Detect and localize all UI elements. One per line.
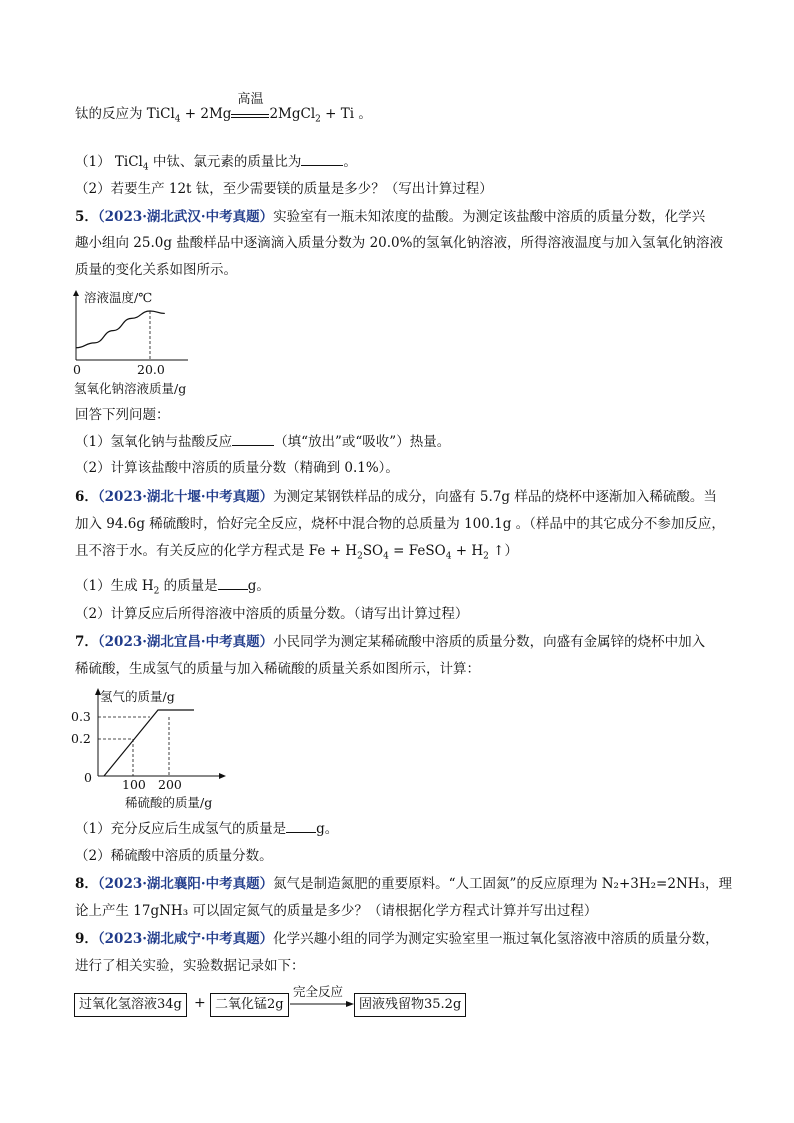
text: 为测定某钢铁样品的成分，向盛有 5.7g 样品的烧杯中逐渐加入稀硫酸。当 [273,489,717,505]
hydrogen-peroxide-box: 过氧化氢溶液34g [74,993,187,1017]
q8-line2: 论上产生 17gNH₃ 可以固定氮气的质量是多少？（请根据化学方程式计算并写出过程） [75,903,598,919]
text: ↑） [488,543,518,559]
text: 小民同学为测定某稀硫酸中溶质的质量分数，向盛有金属锌的烧杯中加入 [273,634,706,650]
q6-sub1: （1）生成 $H_2$ 的质量是 g。 [75,578,270,597]
text: 的质量是 [159,578,218,594]
text: 且不溶于水。有关反应的化学方程式是 Fe + H [75,543,358,559]
q5-sub2: （2）计算该盐酸中溶质的质量分数（精确到 0.1%）。 [75,460,399,476]
plus-sign: + [194,995,206,1011]
reaction-text: 钛的反应为 TiCl [75,106,175,122]
question-source: （2023·湖北十堰·中考真题） [97,489,274,505]
x-tick-0: 0 [73,362,81,377]
q8-line1 [75,874,732,894]
text: （1）氢氧化钠与盐酸反应 [75,434,233,450]
y-axis-label: 氢气的质量/g [100,689,175,704]
q9-line1 [75,929,719,949]
answer-blank[interactable] [301,153,343,166]
q5-line1 [75,207,705,227]
q6-sub2: （2）计算反应后所得溶液中溶质的质量分数。（请写出计算过程） [75,606,469,622]
x-axis-label: 氢氧化钠溶液质量/g [74,381,187,396]
text: SO [362,543,384,559]
answer-blank[interactable] [232,433,274,446]
x-axis-arrow [219,773,226,779]
hydrogen-chart-svg [90,688,250,778]
question-source: （2023·湖北武汉·中考真题） [97,209,274,225]
q6-line1 [75,487,717,507]
q5-line3: 质量的变化关系如图所示。 [75,262,237,278]
q7-sub2: （2）稀硫酸中溶质的质量分数。 [75,848,273,864]
text: g。 [247,578,270,594]
reaction-text: + Ti 。 [320,106,372,122]
question-number: 9． [75,931,98,947]
text: （1）充分反应后生成氢气的质量是 [75,821,287,837]
reaction-condition [231,92,269,118]
y-axis-arrow [95,688,101,695]
text: + H [451,543,484,559]
q5-sub1 [75,432,450,452]
question-number: 7． [75,634,98,650]
equals-sign [231,114,269,118]
answer-blank[interactable] [218,577,248,590]
question-source: （2023·湖北襄阳·中考真题） [97,876,274,892]
q4-sub1: （1） TiCl$_4$ 中钛、氯元素的质量比为 。 [75,154,357,173]
text: 。 [343,154,357,170]
x-axis-label: 稀硫酸的质量/g [125,795,213,810]
text: 实验室有一瓶未知浓度的盐酸。为测定该盐酸中溶质的质量分数，化学兴 [273,209,706,225]
answer-blank[interactable] [286,820,316,833]
text: = FeSO [388,543,446,559]
question-source: （2023·湖北宜昌·中考真题） [97,634,274,650]
y-tick-0: 0 [84,770,92,785]
text: （1）生成 H [75,578,154,594]
q6-line3: 且不溶于水。有关反应的化学方程式是 $Fe + H_2SO_4$ = FeSO$_4$ + $H_2$ ↑） [75,543,518,562]
x-tick-100: 100 [122,777,146,792]
y-tick-0.2: 0.2 [71,731,91,746]
text: （填“放出”或“吸收”）热量。 [274,434,451,450]
hydrogen-line [104,710,194,776]
y-axis-arrow [73,290,79,296]
q4-reaction-line: 钛的反应为 TiCl$_4$ + 2Mg 高温 2MgCl$_2$ + Ti 。 [75,92,372,125]
temperature-curve [76,311,165,348]
q5-line2: 趣小组向 25.0g 盐酸样品中逐滴滴入质量分数为 20.0%的氢氧化钠溶液，所得溶液温度与加入氢氧化钠溶液 [75,235,723,251]
question-number: 5． [75,209,98,225]
condition-label: 高温 [237,92,264,107]
q7-line2: 稀硫酸，生成氢气的质量与加入稀硫酸的质量关系如图所示，计算： [75,661,480,677]
arrow-icon [290,999,355,1009]
temperature-chart-svg [70,290,190,370]
text: 氮气是制造氮肥的重要原料。“人工固氮”的反应原理为 N₂+3H₂=2NH₃，理 [273,876,732,892]
q4-sub2: （2）若要生产 12t 钛，至少需要镁的质量是多少？（写出计算过程） [75,181,493,197]
text: （1） TiCl [75,154,143,170]
y-tick-0.3: 0.3 [71,709,91,724]
residue-box: 固液残留物35.2g [354,993,466,1017]
x-tick-20: 20.0 [137,362,165,377]
q7-sub1 [75,819,338,839]
question-number: 6． [75,489,98,505]
x-tick-200: 200 [158,777,182,792]
reaction-text: 2MgCl [269,106,316,122]
reaction-text: + 2Mg [180,106,232,122]
q5-answer-intro: 回答下列问题： [75,407,170,423]
text: 化学兴趣小组的同学为测定实验室里一瓶过氧化氢溶液中溶质的质量分数， [273,931,719,947]
q9-line2: 进行了相关实验，实验数据记录如下： [75,958,305,974]
y-axis-label: 溶液温度/℃ [84,290,153,305]
q7-line1 [75,632,705,652]
question-source: （2023·湖北咸宁·中考真题） [97,931,274,947]
manganese-dioxide-box: 二氧化锰2g [210,993,289,1017]
q6-line2: 加入 94.6g 稀硫酸时，恰好完全反应，烧杯中混合物的总质量为 100.1g 。（样品中的其它成分不参加反应， [75,516,725,532]
text: 中钛、氯元素的质量比为 [148,154,302,170]
text: g。 [316,821,339,837]
question-number: 8． [75,876,98,892]
arrow-label: 完全反应 [293,984,344,999]
